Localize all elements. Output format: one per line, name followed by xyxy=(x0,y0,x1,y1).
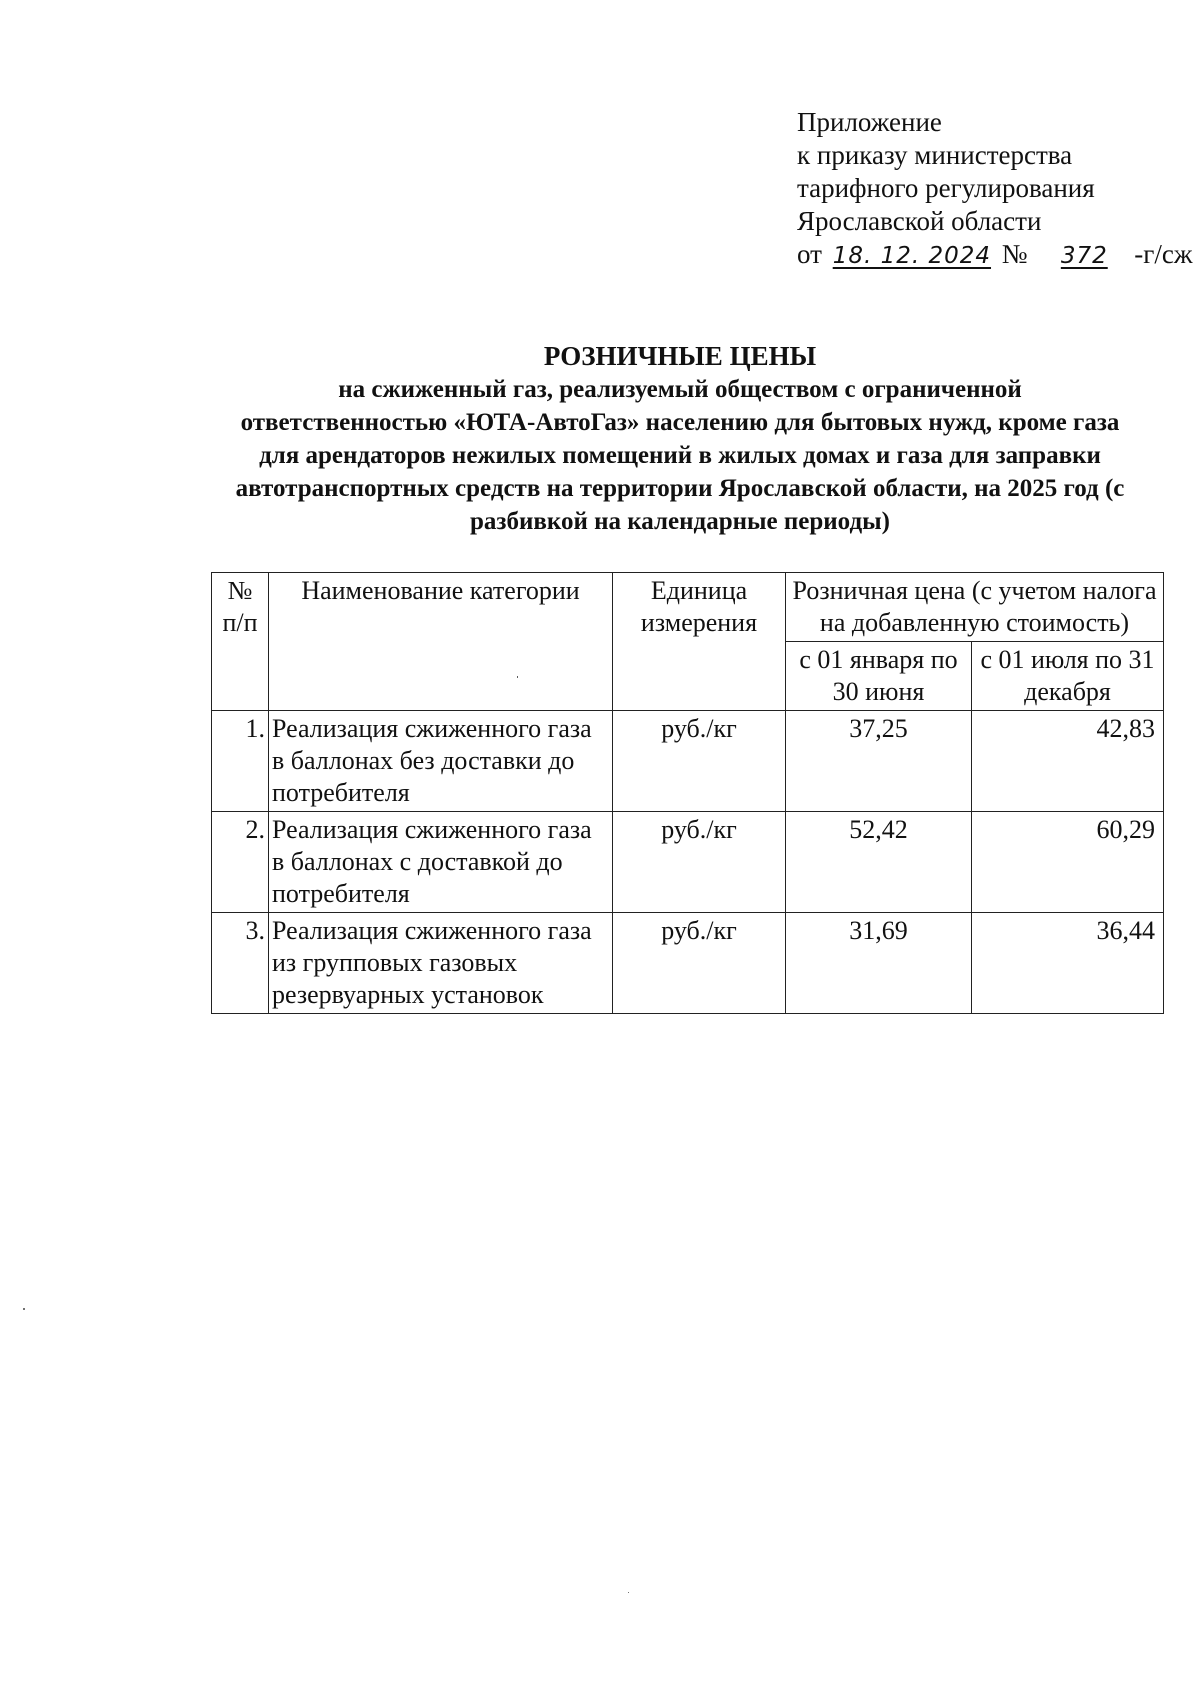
prices-table xyxy=(211,572,1164,1014)
row-number: 2. xyxy=(212,812,269,913)
header-num: № п/п xyxy=(212,573,269,711)
scan-speck xyxy=(628,1592,629,1593)
appendix-line-2: к приказу министерства xyxy=(797,140,1073,170)
unit: руб./кг xyxy=(613,913,786,1014)
scan-speck xyxy=(517,676,518,678)
header-period-1: с 01 января по 30 июня xyxy=(786,642,972,711)
table-row xyxy=(212,913,1164,1014)
scan-speck xyxy=(23,1308,25,1310)
price-period-1: 52,42 xyxy=(786,812,972,913)
price-period-1: 37,25 xyxy=(786,711,972,812)
order-suffix: -г/сж xyxy=(1134,239,1193,269)
unit: руб./кг xyxy=(613,711,786,812)
category-name: Реализация сжиженного газа в баллонах без доставки до потребителя xyxy=(269,711,613,812)
appendix-line-4: Ярославской области xyxy=(797,206,1042,236)
row-number: 1. xyxy=(212,711,269,812)
category-name: Реализация сжиженного газа в баллонах с доставкой до потребителя xyxy=(269,812,613,913)
number-label: № xyxy=(1001,239,1028,269)
document-title-block xyxy=(200,340,1160,538)
header-unit: Единица измерения xyxy=(613,573,786,711)
price-period-2: 60,29 xyxy=(972,812,1164,913)
document-title: РОЗНИЧНЫЕ ЦЕНЫ xyxy=(543,341,817,371)
order-reference xyxy=(797,238,1193,273)
price-period-2: 42,83 xyxy=(972,711,1164,812)
appendix-header xyxy=(797,106,1193,273)
header-price: Розничная цена (с учетом налога на добавленную стоимость) xyxy=(786,573,1164,642)
appendix-line-1: Приложение xyxy=(797,107,942,137)
price-period-2: 36,44 xyxy=(972,913,1164,1014)
order-number: 372 xyxy=(1060,243,1108,269)
price-period-1: 31,69 xyxy=(786,913,972,1014)
unit: руб./кг xyxy=(613,812,786,913)
row-number: 3. xyxy=(212,913,269,1014)
category-name: Реализация сжиженного газа из групповых газовых резервуарных установок xyxy=(269,913,613,1014)
table-row xyxy=(212,812,1164,913)
appendix-line-3: тарифного регулирования xyxy=(797,173,1095,203)
document-subtitle: на сжиженный газ, реализуемый обществом с ограниченной ответственностью «ЮТА-АвтоГаз» населению для бытовых нужд, кроме газа для арендаторов нежилых помещений в жилых домах и газа для заправки автотранспортных средств на территории Ярославской области, на 2025 год (с разбивкой на календарные периоды) xyxy=(235,376,1125,535)
from-label: от xyxy=(797,239,822,269)
header-period-2: с 01 июля по 31 декабря xyxy=(972,642,1164,711)
header-name: Наименование категории xyxy=(269,573,613,711)
table-row xyxy=(212,711,1164,812)
order-date: 18. 12. 2024 xyxy=(832,243,992,269)
